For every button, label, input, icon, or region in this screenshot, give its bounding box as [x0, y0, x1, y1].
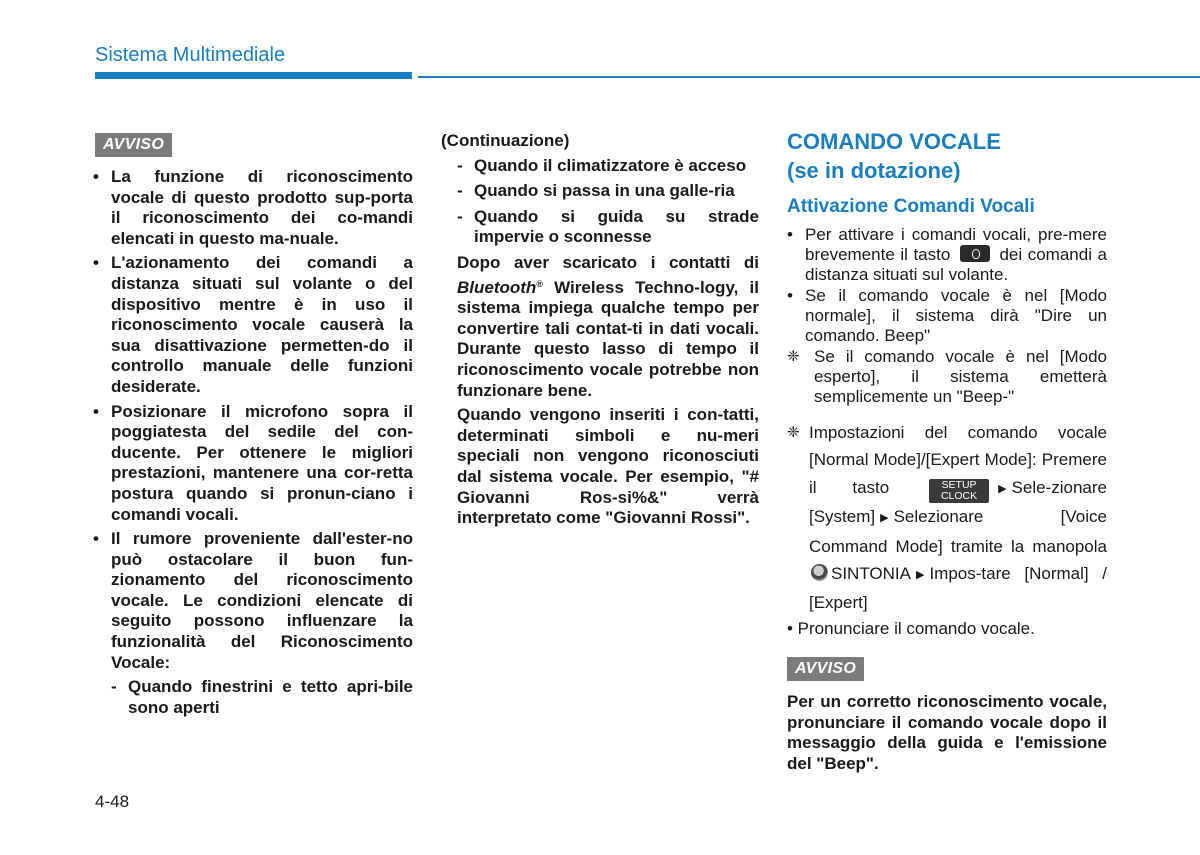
notice-text: Per un corretto riconoscimento vocale, pronunciare il comando vocale dopo il messaggio della guida e l'emissione del "Beep".	[787, 692, 1107, 773]
dash-item: - Quando si passa in una galle-ria	[457, 181, 735, 201]
paragraph-bluetooth: Dopo aver scaricato i contatti di Bluetooth® Wireless Techno-logy, il sistema impiega qualche tempo per convertire tali contat-ti in dati vocali. Durante questo lasso di tempo il riconoscimento vocale potrebbe non funzionare bene.	[457, 252, 759, 400]
list-item: • L'azionamento dei comandi a distanza situati sul volante o del dispositivo mentre è in uso il riconoscimento vocale causerà la sua disattivazione permetten-do il controllo manuale delle funzioni desiderate.	[93, 253, 413, 396]
paragraph-contacts: Quando vengono inseriti i con-tatti, determinati simboli e nu-meri speciali non vengono riconosciuti dal sistema vocale. Per esempio, "# Giovanni Ros-si%&" verrà interpretato come "Giovanni Rossi".	[457, 405, 759, 528]
list-item: • Se il comando vocale è nel [Modo normale], il sistema dirà "Dire un comando. Beep"	[787, 286, 1107, 345]
section-subtitle: Attivazione Comandi Vocali	[787, 196, 1035, 217]
avviso-badge: AVVISO	[787, 657, 864, 681]
column-middle	[441, 131, 759, 529]
column-right	[787, 225, 1107, 639]
list-item: • La funzione di riconoscimento vocale di questo prodotto sup-porta il riconoscimento dei co-mandi elencati in questo ma-nuale.	[93, 167, 413, 248]
dash-item: - Quando si guida su strade impervie o sconnesse	[457, 206, 759, 247]
list-item: • Il rumore proveniente dall'ester-no può ostacolare il buon fun-zionamento del riconoscimento vocale. Le condizioni elencate di seguito possono influenzare la funzionalità del Riconoscimento Vocale:	[93, 529, 413, 672]
header-title: Sistema Multimediale	[95, 44, 286, 66]
continuation-label: (Continuazione)	[441, 131, 570, 150]
header-rule-thin	[418, 76, 1200, 78]
asterisk-note-icon: ❈	[787, 348, 800, 365]
column-left	[93, 167, 413, 723]
page-number: 4-48	[95, 792, 130, 811]
dash-item: - Quando finestrini e tetto apri-bile sono aperti	[111, 677, 413, 717]
note-item: ❈ Se il comando vocale è nel [Modo esperto], il sistema emetterà semplicemente un "Beep-"	[787, 347, 1107, 406]
tune-knob-icon	[811, 564, 828, 581]
section-title: COMANDO VOCALE (se in dotazione)	[787, 129, 1001, 183]
list-item: • Per attivare i comandi vocali, pre-mere brevemente il tasto dei comandi a distanza situati sul volante.	[787, 225, 1107, 284]
list-item: • Posizionare il microfono sopra il poggiatesta del sedile del con-ducente. Per ottenere le migliori prestazioni, mantenere una cor-retta postura quando si pronun-ciano i comandi vocali.	[93, 401, 413, 524]
avviso-badge: AVVISO	[95, 133, 172, 157]
header-rule-thick	[95, 72, 412, 79]
arrow-right-icon: ▶	[915, 569, 925, 582]
arrow-right-icon: ▶	[880, 512, 889, 525]
list-item: • Pronunciare il comando vocale.	[787, 618, 1035, 638]
setup-clock-key-icon: SETUP CLOCK	[929, 479, 989, 503]
voice-command-key-icon	[960, 245, 990, 262]
dash-item: - Quando il climatizzatore è acceso	[457, 155, 747, 175]
note-item: ❈ Impostazioni del comando vocale [Normal Mode]/[Expert Mode]: Premere il tasto SETUP CLOCK▶ Sele-zionare [System] ▶ Selezionare [Voice Command Mode] tramite la manopola SINTONIA ▶ Impos-tare [Normal] / [Expert]	[787, 419, 1107, 617]
asterisk-note-icon: ❈	[787, 424, 800, 441]
arrow-right-icon: ▶	[998, 482, 1007, 495]
